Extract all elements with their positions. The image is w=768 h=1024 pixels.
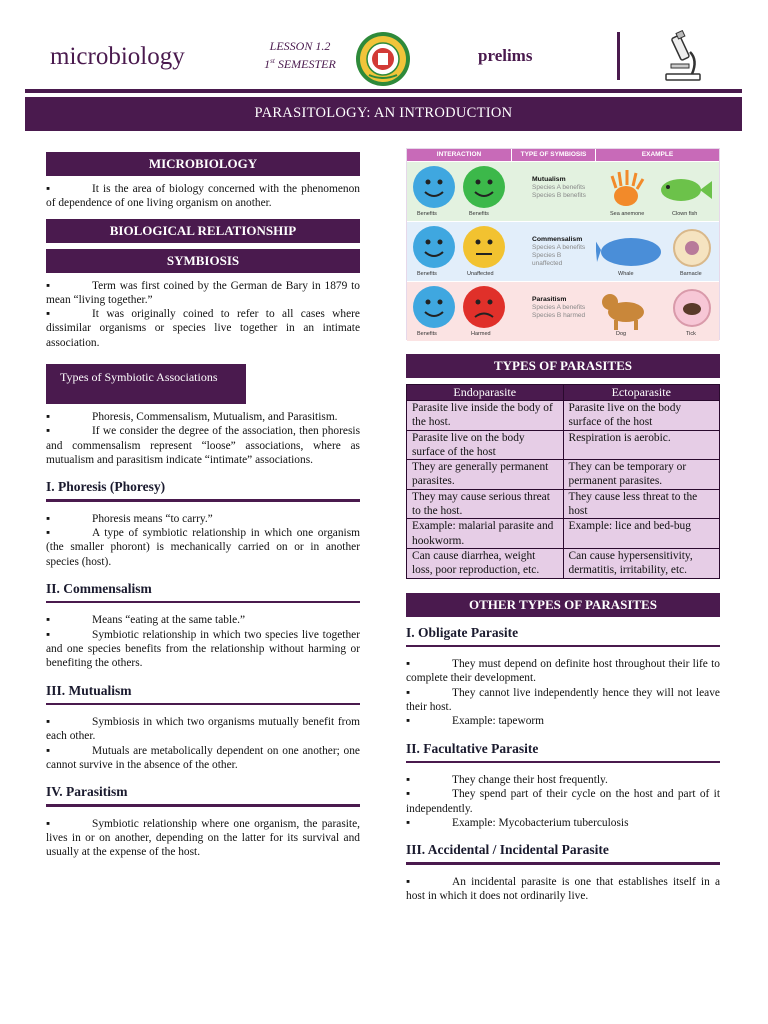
- list-item: ▪ They must depend on definite host throughout their life to complete their development.: [406, 658, 720, 685]
- divider: [406, 761, 720, 764]
- chart-header-cell: EXAMPLE: [641, 151, 674, 158]
- symbiosis-type: Commensalism: [532, 236, 583, 243]
- symbiosis-desc: Species A benefits: [532, 244, 586, 251]
- table-cell: Parasite live on the body surface of the host: [407, 430, 564, 460]
- example-label: Whale: [618, 271, 634, 277]
- example-label: Dog: [616, 331, 627, 337]
- interaction-label: Unaffected: [467, 271, 494, 277]
- happy-face-icon: [413, 166, 455, 208]
- example-label: Tick: [686, 331, 696, 337]
- list-item: ▪ Mutuals are metabolically dependent on one another; one cannot survive in the absence of the other.: [46, 744, 360, 772]
- table-row: [407, 460, 720, 490]
- table-cell: Can cause hypersensitivity, dermatitis, irritability, etc.: [563, 548, 720, 578]
- list-item: ▪ Symbiosis in which two organisms mutually benefit from each other.: [46, 716, 360, 743]
- happy-face-icon: [413, 226, 455, 268]
- table-row: [407, 489, 720, 519]
- facultative-title: II. Facultative Parasite: [406, 740, 539, 756]
- symbiosis-type: Mutualism: [532, 176, 566, 183]
- column-header: Ectoparasite: [563, 385, 720, 401]
- divider: [46, 601, 360, 604]
- chart-header: [407, 149, 719, 161]
- table-cell: They may cause serious threat to the host.: [407, 489, 564, 519]
- chart-header-cell: TYPE OF SYMBIOSIS: [512, 149, 596, 161]
- mutualism-title: III. Mutualism: [46, 682, 132, 698]
- list-item: ▪ If we consider the degree of the association, then phoresis and commensalism represent “loose” associations, where as mutualism and parasitism indicate “intimate” associations.: [46, 425, 360, 466]
- header-rule: [25, 89, 742, 93]
- symbiosis-desc: Species B benefits: [532, 192, 586, 199]
- divider: [46, 703, 360, 706]
- commensalism-title: II. Commensalism: [46, 580, 152, 596]
- dog-tick-icon: [596, 282, 719, 341]
- symbiosis-chart: [406, 148, 720, 340]
- list-item: ▪ A type of symbiotic relationship in which one organism (the smaller phoront) is mechanically carried on or in another species (host).: [46, 527, 360, 568]
- left-column: [46, 152, 360, 860]
- interaction-label: Benefits: [417, 271, 437, 277]
- example-label: Barnacle: [680, 271, 702, 277]
- parasitism-title: IV. Parasitism: [46, 784, 128, 800]
- divider: [46, 804, 360, 807]
- obligate-title: I. Obligate Parasite: [406, 624, 519, 640]
- chart-row-parasitism: [407, 282, 719, 341]
- symbiosis-header: SYMBIOSIS: [46, 249, 360, 273]
- microscope-icon: [662, 30, 704, 82]
- symbiosis-desc: Species B unaffected: [532, 252, 563, 267]
- table-row: [407, 430, 720, 460]
- list-item: ▪ Means “eating at the same table.”: [46, 614, 246, 627]
- table-cell: They are generally permanent parasites.: [407, 460, 564, 490]
- parasites-table: [406, 384, 720, 579]
- chart-header-cell: INTERACTION: [407, 149, 512, 161]
- neutral-face-icon: [463, 226, 505, 268]
- list-item: ▪ Phoresis, Commensalism, Mutualism, and Parasitism.: [46, 411, 338, 424]
- table-cell: Example: lice and bed-bug: [563, 519, 720, 549]
- column-header: Endoparasite: [407, 385, 564, 401]
- symbiosis-desc: Species A benefits: [532, 184, 586, 191]
- types-of-parasites-header: TYPES OF PARASITES: [406, 354, 720, 378]
- table-cell: They can be temporary or permanent parasites.: [563, 460, 720, 490]
- accidental-title: III. Accidental / Incidental Parasite: [406, 842, 609, 858]
- symbiosis-type: Parasitism: [532, 296, 567, 303]
- list-item: ▪ They cannot live independently hence they will not leave their host.: [406, 686, 720, 713]
- list-item: ▪ They change their host frequently.: [406, 774, 608, 787]
- page-banner: PARASITOLOGY: AN INTRODUCTION: [25, 97, 742, 131]
- list-item: ▪ Phoresis means “to carry.”: [46, 512, 213, 525]
- list-item: ▪ An incidental parasite is one that establishes itself in a host in which it does not ordinarily live.: [406, 875, 720, 903]
- types-symbiotic-header: Types of Symbiotic Associations: [46, 364, 246, 404]
- list-item: ▪ Symbiotic relationship in which two species live together and one species benefits from the relationship without harming or benefiting the others.: [46, 628, 360, 670]
- table-cell: Example: malarial parasite and hookworm.: [407, 519, 564, 549]
- list-item: ▪ It is the area of biology concerned with the phenomenon of dependence of one living organism on another.: [46, 183, 360, 210]
- lesson-label: [256, 39, 344, 72]
- interaction-label: Benefits: [417, 211, 437, 217]
- header-divider: [617, 32, 620, 80]
- chart-row-commensalism: [407, 222, 719, 281]
- list-item: ▪ Term was first coined by the German de Bary in 1879 to mean “living together.”: [46, 279, 360, 306]
- table-row: [407, 519, 720, 549]
- table-cell: Parasite live inside the body of the host.: [407, 401, 564, 431]
- divider: [46, 499, 360, 502]
- interaction-label: Harmed: [471, 331, 491, 337]
- prelims-label: prelims: [478, 46, 533, 65]
- symbiosis-desc: Species B harmed: [532, 312, 586, 319]
- interaction-label: Benefits: [469, 211, 489, 217]
- happy-face-icon: [463, 166, 505, 208]
- table-cell: They cause less threat to the host: [563, 489, 720, 519]
- list-item: ▪ Symbiotic relationship where one organism, the parasite, lives in or on another, depending on the latter for its survival and usually at the expense of the host.: [46, 817, 360, 859]
- list-item: ▪ Example: tapeworm: [406, 715, 545, 728]
- interaction-label: Benefits: [417, 331, 437, 337]
- divider: [406, 645, 720, 648]
- other-types-header: OTHER TYPES OF PARASITES: [406, 593, 720, 617]
- table-cell: Can cause diarrhea, weight loss, poor reproduction, etc.: [407, 548, 564, 578]
- table-row: [407, 548, 720, 578]
- table-row: [407, 401, 720, 431]
- table-cell: Parasite live on the body surface of the host: [563, 401, 720, 431]
- right-column: [406, 148, 720, 903]
- biological-relationship-header: BIOLOGICAL RELATIONSHIP: [46, 219, 360, 243]
- lesson-semester: 1st SEMESTER: [264, 57, 336, 71]
- school-seal-icon: [355, 31, 411, 87]
- phoresis-title: I. Phoresis (Phoresy): [46, 479, 166, 495]
- list-item: ▪ They spend part of their cycle on the host and part of it independently.: [406, 788, 720, 815]
- table-cell: Respiration is aerobic.: [563, 430, 720, 460]
- example-label: Clown fish: [672, 211, 698, 217]
- happy-face-icon: [413, 286, 455, 328]
- example-label: Sea anemone: [610, 211, 645, 217]
- header-title: microbiology: [50, 43, 185, 70]
- chart-row-mutualism: [407, 162, 719, 221]
- lesson-line1: LESSON 1.2: [269, 39, 331, 53]
- symbiosis-desc: Species A benefits: [532, 304, 586, 311]
- divider: [406, 862, 720, 865]
- microbiology-header: MICROBIOLOGY: [46, 152, 360, 176]
- list-item: ▪ Example: Mycobacterium tuberculosis: [406, 816, 629, 829]
- sad-face-icon: [463, 286, 505, 328]
- list-item: ▪ It was originally coined to refer to all cases where dissimilar organisms or species live together in an intimate association.: [46, 308, 360, 349]
